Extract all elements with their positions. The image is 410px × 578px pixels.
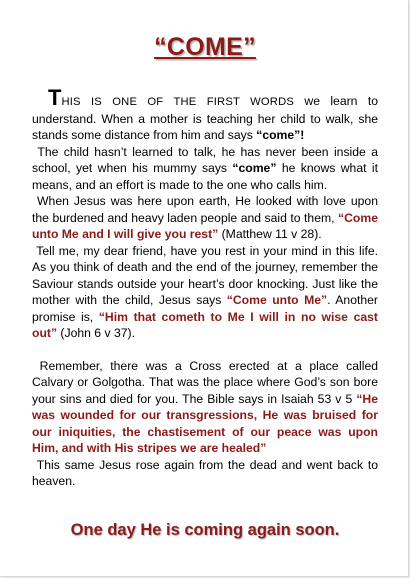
closing-line: One day He is coming again soon. bbox=[70, 521, 340, 539]
paragraph-2-text-a: The child hasn’t learned to talk, he has never been inside a school, yet when his mummy says bbox=[32, 144, 378, 175]
paragraph-1-text: we learn to understand. When a mother is teaching her child to walk, she stands some distance from him and says bbox=[32, 94, 378, 142]
paragraph-4-text-a: Tell me, my dear friend, have you rest in your mind in this life. As you think of death and the end of the journey, remember the Saviour stands outside your heart’s door knocking. Just like the mother with the child, Jesus says bbox=[32, 243, 378, 307]
page-title: “COME” bbox=[154, 33, 256, 61]
paragraph-3-text: When Jesus was here upon earth, He looked with love upon the burdened and heavy laden people and said to them, bbox=[32, 194, 378, 225]
paragraph-4-text-b: . Another promise is, bbox=[32, 293, 378, 324]
paragraph-3 bbox=[32, 193, 378, 243]
come-quote: “come”! bbox=[256, 128, 305, 142]
paragraph-5 bbox=[32, 358, 378, 457]
paragraph-2 bbox=[32, 144, 378, 194]
drop-cap: T bbox=[48, 85, 62, 110]
paragraph-gap bbox=[32, 342, 378, 358]
matthew-reference: (Matthew 11 v 28). bbox=[218, 227, 322, 241]
scripture-quote-john: “Him that cometh to Me I will in no wise cast out” bbox=[32, 309, 378, 340]
scripture-quote-isaiah: “He was wounded for our transgressions, He was bruised for our iniquities, the chastisement of our peace was upon Him, and with His stripes we are healed” bbox=[32, 391, 378, 455]
paragraph-5-text: Remember, there was a Cross erected at a place called Calvary or Golgotha. That was the place where God’s son bore your sins and died for you. The Bible says in Isaiah 53 v 5 bbox=[32, 358, 378, 406]
opening-small-caps: HIS IS ONE OF THE FIRST WORDS bbox=[61, 96, 295, 108]
paragraph-1 bbox=[32, 85, 378, 144]
paragraph-6-text: This same Jesus rose again from the dead and went back to heaven. bbox=[32, 457, 379, 488]
john-reference: (John 6 v 37). bbox=[57, 326, 135, 340]
body-text bbox=[32, 85, 379, 490]
paragraph-2-text-b: he knows what it means, and an effort is made to the one who calls him. bbox=[32, 161, 378, 192]
scripture-quote-matthew: “Come unto Me and I will give you rest” bbox=[32, 210, 378, 241]
come-quote-2: “come” bbox=[232, 161, 277, 175]
paragraph-6 bbox=[32, 457, 378, 490]
scripture-quote-come-unto-me: “Come unto Me” bbox=[226, 293, 328, 307]
paragraph-4 bbox=[32, 243, 378, 342]
